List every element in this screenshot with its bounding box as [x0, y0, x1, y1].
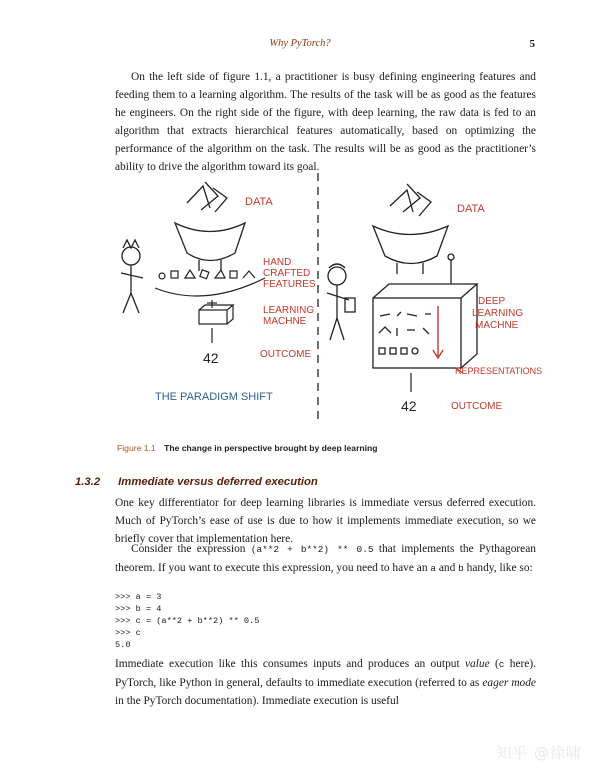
p4-em-value: value	[464, 658, 490, 670]
caption-text: The change in perspective brought by deep learning	[164, 443, 378, 453]
right-hopper-icon	[373, 184, 448, 274]
paragraph-immediate	[115, 655, 536, 710]
p3-middle: that implements the Pythagorean theorem. If you want to execute this expression, you need to have an	[115, 543, 536, 575]
p3-code-a: a	[430, 563, 437, 575]
p3-before: Consider the expression	[131, 543, 251, 555]
paradigm-shift-label: THE PARADIGM SHIFT	[155, 391, 273, 403]
watermark: 知乎 @徐啸	[496, 744, 582, 762]
figure-paradigm-shift	[115, 168, 545, 438]
p3-code-b: b	[458, 563, 464, 575]
left-hand-label: HAND	[263, 257, 292, 268]
left-hopper-icon	[175, 182, 245, 271]
feature-shapes-icon	[159, 270, 255, 279]
left-crafted-label: CRAFTED	[263, 268, 311, 279]
section-title: Immediate versus deferred execution	[118, 476, 318, 488]
right-data-label: DATA	[457, 203, 485, 215]
representations-label: REPRESENTATIONS	[455, 366, 543, 376]
p3-code-expression: (a**2 + b**2) ** 0.5	[250, 544, 374, 555]
p4-mid: here). PyTorch, like Python in general, defaults to immediate execution (referred to as	[115, 658, 536, 690]
p4-paren-open: (	[489, 658, 499, 670]
running-head	[0, 38, 600, 54]
p4-code-c: c	[498, 659, 505, 670]
representations-arrow	[433, 306, 443, 358]
paragraph-expression	[115, 540, 536, 578]
left-machine-label: MACHNE	[263, 316, 307, 327]
practitioner-right-icon	[327, 264, 355, 340]
figure-caption	[117, 443, 378, 453]
p3-after: handy, like so:	[463, 562, 533, 575]
p4-em-eager: eager mode	[482, 677, 536, 690]
left-features-label: FEATURES	[263, 279, 316, 290]
right-answer: 42	[401, 398, 417, 414]
section-number: 1.3.2	[75, 476, 101, 488]
p4-before: Immediate execution like this consumes inputs and produces an output	[115, 658, 465, 670]
p3-and: and	[436, 562, 459, 575]
paragraph-intro: On the left side of figure 1.1, a practitioner is busy defining engineering features and feeding them to a learning algorithm. The results of the task will be as good as the features he engineers. On the right side of the figure, with deep learning, the raw data is fed to an algorithm that extracts hierarchical features automatically, based on optimizing the performance of the algorithm on the task. The results will be as good as the practitioner’s ability to drive the algorithm toward its goal.	[115, 71, 536, 174]
p4-after: in the PyTorch documentation). Immediate execution is useful	[115, 695, 399, 708]
running-head-title: Why PyTorch?	[269, 38, 331, 49]
page-number: 5	[529, 38, 535, 50]
section-heading	[75, 476, 318, 488]
left-machine-icon	[199, 300, 233, 324]
right-learning-label: LEARNING	[472, 308, 524, 319]
right-machine-label: MACHNE	[475, 320, 519, 331]
right-deep-label: DEEP	[478, 296, 506, 307]
left-learning-label: LEARNING	[263, 305, 315, 316]
code-block: >>> a = 3 >>> b = 4 >>> c = (a**2 + b**2) ** 0.5 >>> c 5.0	[115, 592, 260, 651]
paragraph-differentiator: One key differentiator for deep learning libraries is immediate versus deferred execution. Much of PyTorch’s ease of use is due to how it implements immediate execution, so we briefly cover that implementation here.	[115, 497, 536, 546]
left-answer: 42	[203, 350, 219, 366]
left-outcome-label: OUTCOME	[260, 349, 312, 360]
caption-label: Figure 1.1	[117, 443, 156, 453]
left-curve	[155, 278, 265, 296]
left-data-label: DATA	[245, 196, 273, 208]
deep-learning-box-icon	[373, 254, 477, 368]
right-outcome-label: OUTCOME	[451, 401, 503, 412]
practitioner-left-icon	[121, 240, 143, 313]
